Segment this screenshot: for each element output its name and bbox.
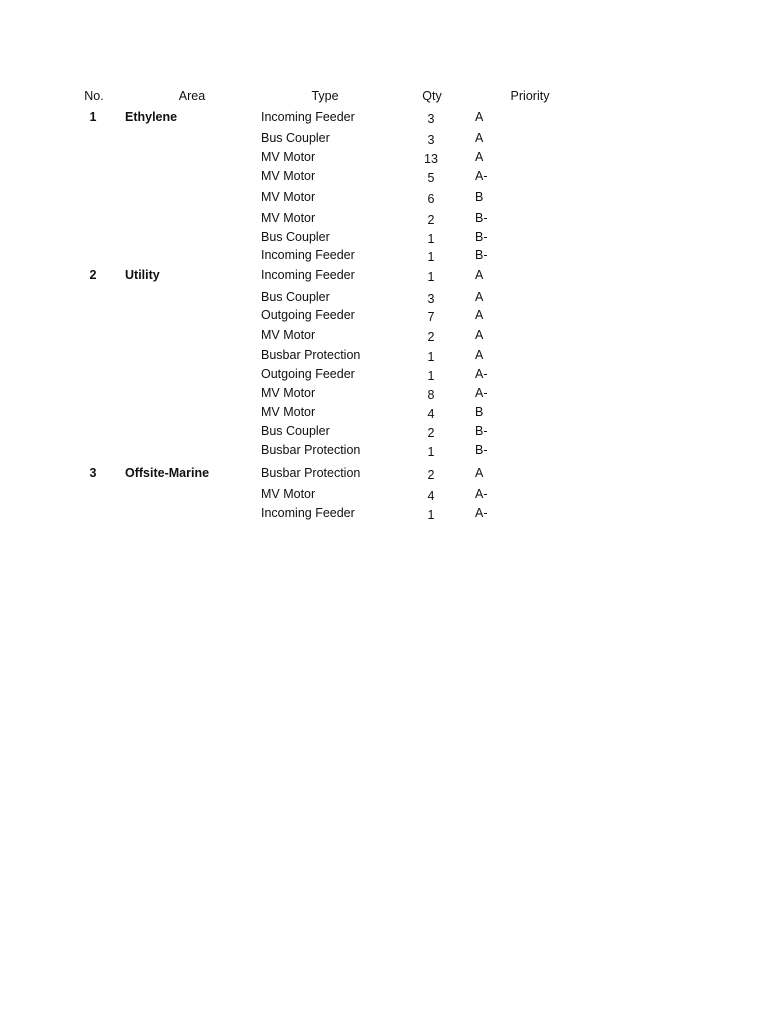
type-cell: MV Motor [261, 487, 316, 501]
priority-cell: B- [475, 424, 488, 438]
qty-cell: 7 [427, 310, 435, 324]
qty-cell: 3 [427, 112, 435, 126]
qty-cell: 1 [427, 232, 435, 246]
type-cell: Bus Coupler [261, 424, 330, 438]
header-no: No. [84, 89, 104, 103]
priority-cell: A [475, 150, 484, 164]
type-cell: Incoming Feeder [261, 248, 355, 262]
qty-cell: 4 [427, 489, 435, 503]
type-cell: Outgoing Feeder [261, 308, 355, 322]
area-name: Ethylene [125, 110, 178, 124]
area-number: 3 [89, 466, 97, 480]
priority-cell: B [475, 190, 484, 204]
priority-cell: B- [475, 230, 488, 244]
priority-cell: B [475, 405, 484, 419]
area-number: 1 [89, 110, 97, 124]
header-qty: Qty [422, 89, 442, 103]
qty-cell: 1 [427, 250, 435, 264]
priority-cell: A [475, 348, 484, 362]
type-cell: MV Motor [261, 211, 316, 225]
area-name: Utility [125, 268, 160, 282]
qty-cell: 5 [427, 171, 435, 185]
priority-cell: B- [475, 443, 488, 457]
area-name: Offsite-Marine [125, 466, 210, 480]
type-cell: Bus Coupler [261, 230, 330, 244]
priority-cell: A [475, 466, 484, 480]
type-cell: MV Motor [261, 150, 316, 164]
type-cell: MV Motor [261, 190, 316, 204]
type-cell: Busbar Protection [261, 348, 361, 362]
priority-cell: A- [475, 386, 488, 400]
header-area: Area [178, 89, 206, 103]
qty-cell: 3 [427, 133, 435, 147]
type-cell: Bus Coupler [261, 290, 330, 304]
type-cell: Busbar Protection [261, 466, 361, 480]
qty-cell: 1 [427, 508, 435, 522]
type-cell: Outgoing Feeder [261, 367, 355, 381]
qty-cell: 2 [427, 330, 435, 344]
qty-cell: 2 [427, 468, 435, 482]
qty-cell: 4 [427, 407, 435, 421]
header-type: Type [311, 89, 339, 103]
area-number: 2 [89, 268, 97, 282]
qty-cell: 1 [427, 369, 435, 383]
qty-cell: 2 [427, 426, 435, 440]
qty-cell: 1 [427, 350, 435, 364]
type-cell: MV Motor [261, 386, 316, 400]
qty-cell: 1 [427, 270, 435, 284]
priority-cell: A- [475, 487, 488, 501]
header-priority: Priority [510, 89, 550, 103]
qty-cell: 13 [424, 152, 438, 166]
qty-cell: 2 [427, 213, 435, 227]
type-cell: MV Motor [261, 328, 316, 342]
priority-cell: B- [475, 211, 488, 225]
type-cell: MV Motor [261, 169, 316, 183]
priority-cell: A [475, 131, 484, 145]
priority-cell: A [475, 328, 484, 342]
qty-cell: 6 [427, 192, 435, 206]
type-cell: Incoming Feeder [261, 110, 355, 124]
qty-cell: 3 [427, 292, 435, 306]
priority-cell: A [475, 268, 484, 282]
qty-cell: 1 [427, 445, 435, 459]
priority-cell: A- [475, 506, 488, 520]
priority-cell: A [475, 308, 484, 322]
priority-cell: A [475, 290, 484, 304]
priority-cell: A- [475, 367, 488, 381]
type-cell: Busbar Protection [261, 443, 361, 457]
type-cell: Incoming Feeder [261, 506, 355, 520]
type-cell: Bus Coupler [261, 131, 330, 145]
priority-cell: A [475, 110, 484, 124]
priority-cell: B- [475, 248, 488, 262]
qty-cell: 8 [427, 388, 435, 402]
type-cell: Incoming Feeder [261, 268, 355, 282]
type-cell: MV Motor [261, 405, 316, 419]
priority-cell: A- [475, 169, 488, 183]
